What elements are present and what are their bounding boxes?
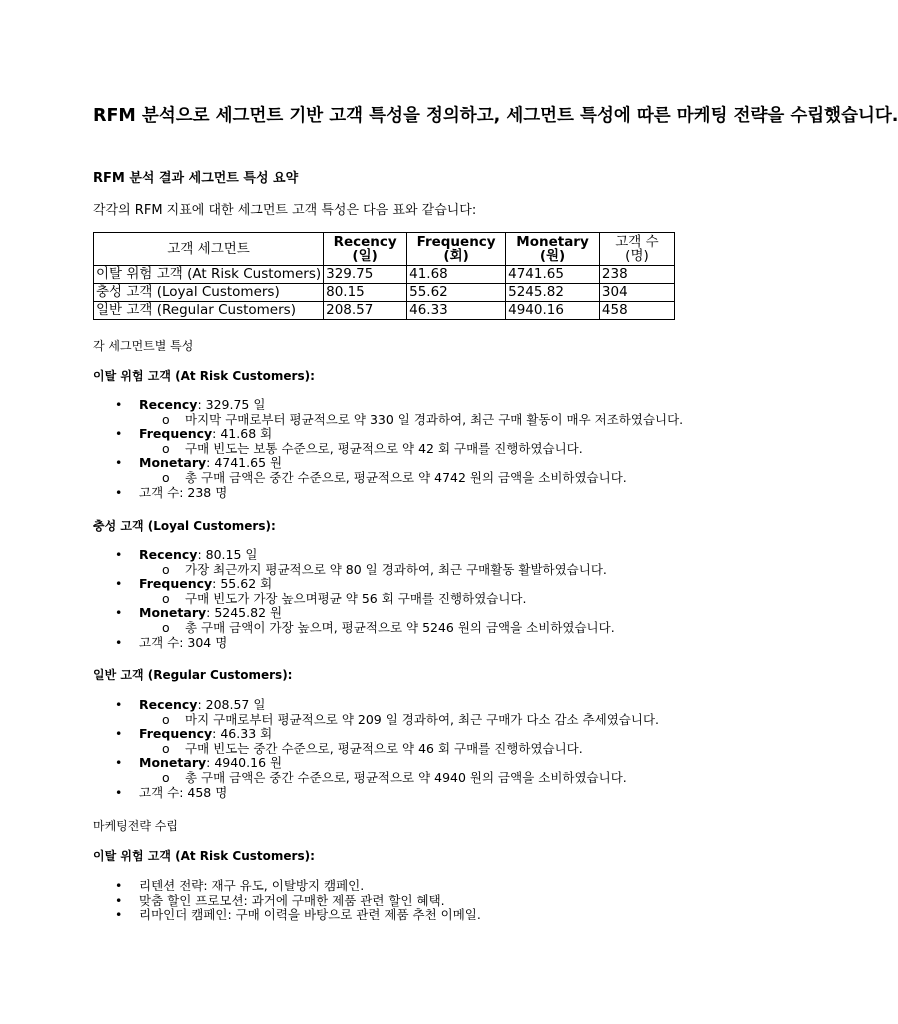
list-item: • 고객 수: 304 명 (93, 636, 615, 651)
section-heading: RFM 분석 결과 세그먼트 특성 요약 (93, 171, 299, 186)
strategy-title-at-risk: 이탈 위험 고객 (At Risk Customers): (93, 849, 315, 863)
list-item: • 리마인더 캠페인: 구매 이력을 바탕으로 관련 제품 추천 이메일. (93, 908, 481, 923)
list-item: • Monetary: 4741.65 원 (93, 456, 683, 471)
header-customer-count: 고객 수 (명) (599, 233, 674, 266)
table-row (94, 302, 675, 320)
list-item: • 고객 수: 458 명 (93, 786, 659, 801)
list-item: o 구매 빈도가 가장 높으며평균 약 56 회 구매를 진행하였습니다. (93, 592, 615, 607)
list-item: • Frequency: 41.68 회 (93, 427, 683, 442)
table-row (94, 266, 675, 284)
list-item: • Recency: 80.15 일 (93, 548, 615, 563)
list-item: o 구매 빈도는 보통 수준으로, 평균적으로 약 42 회 구매를 진행하였습니다. (93, 442, 683, 457)
header-segment: 고객 세그먼트 (94, 233, 324, 266)
segment-list-at-risk (93, 398, 683, 500)
list-item: • Frequency: 55.62 회 (93, 577, 615, 592)
list-item: o 총 구매 금액은 중간 수준으로, 평균적으로 약 4742 원의 금액을 소비하였습니다. (93, 471, 683, 486)
list-item: • Monetary: 5245.82 원 (93, 606, 615, 621)
list-item: o 마지 구매로부터 평균적으로 약 209 일 경과하여, 최근 구매가 다소 감소 추세였습니다. (93, 713, 659, 728)
list-item: • Frequency: 46.33 회 (93, 727, 659, 742)
list-item: • Monetary: 4940.16 원 (93, 756, 659, 771)
intro-text: 각각의 RFM 지표에 대한 세그먼트 고객 특성은 다음 표와 같습니다: (93, 203, 477, 218)
segment-list-loyal (93, 548, 615, 650)
list-item: • Recency: 329.75 일 (93, 398, 683, 413)
list-item: o 구매 빈도는 중간 수준으로, 평균적으로 약 46 회 구매를 진행하였습니다. (93, 742, 659, 757)
page-title: RFM 분석으로 세그먼트 기반 고객 특성을 정의하고, 세그먼트 특성에 따른 마케팅 전략을 수립했습니다. (93, 106, 898, 126)
table-cell: 이탈 위험 고객 (At Risk Customers) (94, 266, 324, 284)
header-monetary: Monetary (원) (506, 233, 600, 266)
list-item: o 가장 최근까지 평균적으로 약 80 일 경과하여, 최근 구매활동 활발하였습니다. (93, 563, 615, 578)
table-cell: 4741.65 (506, 266, 600, 284)
list-item: o 마지막 구매로부터 평균적으로 약 330 일 경과하여, 최근 구매 활동이 매우 저조하였습니다. (93, 413, 683, 428)
table-cell: 5245.82 (506, 284, 600, 302)
table-cell: 일반 고객 (Regular Customers) (94, 302, 324, 320)
list-item: • Recency: 208.57 일 (93, 698, 659, 713)
table-cell: 충성 고객 (Loyal Customers) (94, 284, 324, 302)
strategy-heading: 마케팅전략 수립 (93, 819, 178, 833)
table-cell: 4940.16 (506, 302, 600, 320)
table-cell: 208.57 (324, 302, 407, 320)
segment-title-loyal: 충성 고객 (Loyal Customers): (93, 519, 276, 533)
table-cell: 46.33 (407, 302, 506, 320)
analysis-heading: 각 세그먼트별 특성 (93, 339, 194, 353)
list-item: • 리텐션 전략: 재구 유도, 이탈방지 캠페인. (93, 879, 481, 894)
table-cell: 238 (599, 266, 674, 284)
list-item: • 맞춤 할인 프로모션: 과거에 구매한 제품 관련 할인 혜택. (93, 894, 481, 909)
segment-title-regular: 일반 고객 (Regular Customers): (93, 668, 293, 682)
table-cell: 329.75 (324, 266, 407, 284)
segment-list-regular (93, 698, 659, 800)
table-cell: 41.68 (407, 266, 506, 284)
table-cell: 304 (599, 284, 674, 302)
list-item: o 총 구매 금액이 가장 높으며, 평균적으로 약 5246 원의 금액을 소비하였습니다. (93, 621, 615, 636)
strategy-list (93, 879, 481, 923)
header-recency: Recency (일) (324, 233, 407, 266)
table-cell: 458 (599, 302, 674, 320)
list-item: o 총 구매 금액은 중간 수준으로, 평균적으로 약 4940 원의 금액을 소비하였습니다. (93, 771, 659, 786)
table-cell: 55.62 (407, 284, 506, 302)
header-frequency: Frequency (회) (407, 233, 506, 266)
table-cell: 80.15 (324, 284, 407, 302)
table-header-row (94, 233, 675, 266)
segment-title-at-risk: 이탈 위험 고객 (At Risk Customers): (93, 369, 315, 383)
list-item: • 고객 수: 238 명 (93, 486, 683, 501)
table-row (94, 284, 675, 302)
rfm-summary-table (93, 232, 675, 320)
